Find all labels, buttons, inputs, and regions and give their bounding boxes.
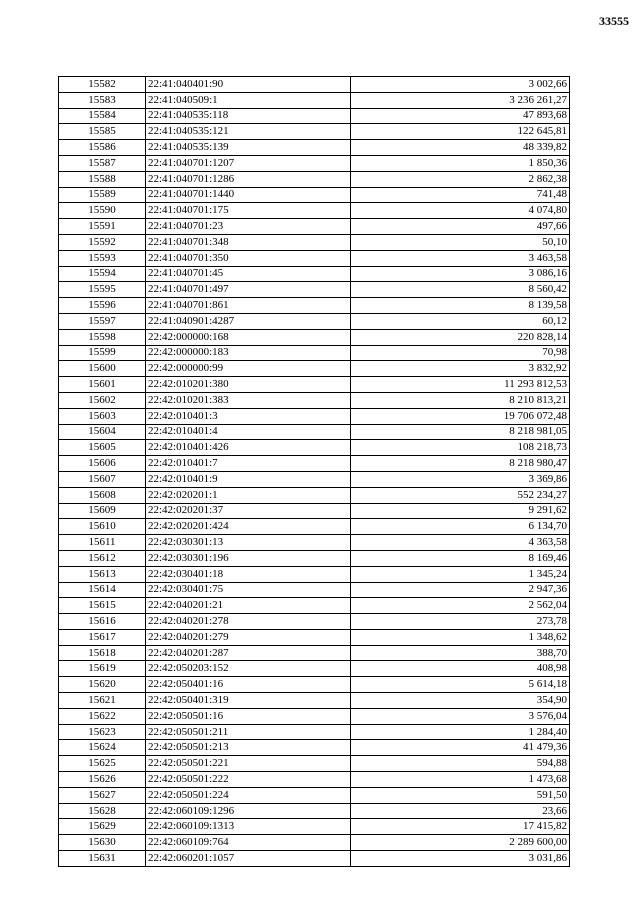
cadastral-number-cell: 22:42:060201:1057: [146, 851, 351, 867]
table-row: [59, 203, 570, 219]
row-number-cell: 15623: [59, 724, 146, 740]
value-cell: 2 289 600,00: [351, 835, 570, 851]
cadastral-number-cell: 22:41:040701:1286: [146, 171, 351, 187]
value-cell: 4 074,80: [351, 203, 570, 219]
cadastral-number-cell: 22:41:040701:1440: [146, 187, 351, 203]
table-row: [59, 77, 570, 93]
cadastral-number-cell: 22:41:040701:350: [146, 250, 351, 266]
value-cell: 2 862,38: [351, 171, 570, 187]
cadastral-number-cell: 22:42:020201:424: [146, 519, 351, 535]
value-cell: 108 218,73: [351, 440, 570, 456]
cadastral-number-cell: 22:42:030301:13: [146, 535, 351, 551]
value-cell: 3 832,92: [351, 361, 570, 377]
row-number-cell: 15629: [59, 819, 146, 835]
table-row: [59, 377, 570, 393]
table-row: [59, 535, 570, 551]
table-row: [59, 329, 570, 345]
table-row: [59, 851, 570, 867]
cadastral-number-cell: 22:42:050501:16: [146, 708, 351, 724]
row-number-cell: 15612: [59, 550, 146, 566]
value-cell: 1 284,40: [351, 724, 570, 740]
row-number-cell: 15622: [59, 708, 146, 724]
table-row: [59, 187, 570, 203]
cadastral-number-cell: 22:42:000000:168: [146, 329, 351, 345]
value-cell: 1 850,36: [351, 155, 570, 171]
value-cell: 50,10: [351, 234, 570, 250]
cadastral-number-cell: 22:42:000000:183: [146, 345, 351, 361]
value-cell: 3 463,58: [351, 250, 570, 266]
registry-table-body: [59, 77, 570, 867]
row-number-cell: 15603: [59, 408, 146, 424]
table-row: [59, 819, 570, 835]
row-number-cell: 15597: [59, 313, 146, 329]
row-number-cell: 15627: [59, 787, 146, 803]
cadastral-number-cell: 22:42:040201:279: [146, 629, 351, 645]
row-number-cell: 15618: [59, 645, 146, 661]
row-number-cell: 15601: [59, 377, 146, 393]
table-row: [59, 471, 570, 487]
table-row: [59, 787, 570, 803]
table-row: [59, 756, 570, 772]
cadastral-number-cell: 22:42:030401:75: [146, 582, 351, 598]
table-row: [59, 487, 570, 503]
table-row: [59, 440, 570, 456]
cadastral-number-cell: 22:42:050401:319: [146, 693, 351, 709]
cadastral-number-cell: 22:42:030401:18: [146, 566, 351, 582]
row-number-cell: 15620: [59, 677, 146, 693]
cadastral-number-cell: 22:42:050401:16: [146, 677, 351, 693]
row-number-cell: 15600: [59, 361, 146, 377]
table-row: [59, 677, 570, 693]
row-number-cell: 15609: [59, 503, 146, 519]
cadastral-number-cell: 22:42:010401:3: [146, 408, 351, 424]
page-number: 33555: [599, 14, 629, 28]
table-row: [59, 629, 570, 645]
table-row: [59, 298, 570, 314]
table-row: [59, 313, 570, 329]
value-cell: 11 293 812,53: [351, 377, 570, 393]
row-number-cell: 15596: [59, 298, 146, 314]
value-cell: 3 236 261,27: [351, 92, 570, 108]
table-row: [59, 566, 570, 582]
table-row: [59, 282, 570, 298]
row-number-cell: 15599: [59, 345, 146, 361]
cadastral-number-cell: 22:41:040401:90: [146, 77, 351, 93]
value-cell: 8 218 981,05: [351, 424, 570, 440]
row-number-cell: 15593: [59, 250, 146, 266]
value-cell: 741,48: [351, 187, 570, 203]
row-number-cell: 15589: [59, 187, 146, 203]
row-number-cell: 15594: [59, 266, 146, 282]
row-number-cell: 15598: [59, 329, 146, 345]
row-number-cell: 15592: [59, 234, 146, 250]
table-row: [59, 456, 570, 472]
value-cell: 17 415,82: [351, 819, 570, 835]
value-cell: 8 218 980,47: [351, 456, 570, 472]
table-row: [59, 108, 570, 124]
value-cell: 2 947,36: [351, 582, 570, 598]
cadastral-number-cell: 22:42:050501:221: [146, 756, 351, 772]
row-number-cell: 15630: [59, 835, 146, 851]
cadastral-number-cell: 22:42:060109:1313: [146, 819, 351, 835]
table-row: [59, 724, 570, 740]
cadastral-number-cell: 22:42:020201:1: [146, 487, 351, 503]
value-cell: 48 339,82: [351, 140, 570, 156]
cadastral-number-cell: 22:42:040201:278: [146, 614, 351, 630]
value-cell: 552 234,27: [351, 487, 570, 503]
cadastral-number-cell: 22:42:050501:213: [146, 740, 351, 756]
cadastral-number-cell: 22:41:040701:45: [146, 266, 351, 282]
value-cell: 2 562,04: [351, 598, 570, 614]
cadastral-number-cell: 22:41:040701:175: [146, 203, 351, 219]
value-cell: 47 893,68: [351, 108, 570, 124]
cadastral-number-cell: 22:42:060109:764: [146, 835, 351, 851]
cadastral-number-cell: 22:41:040509:1: [146, 92, 351, 108]
value-cell: 5 614,18: [351, 677, 570, 693]
table-row: [59, 803, 570, 819]
row-number-cell: 15608: [59, 487, 146, 503]
value-cell: 3 002,66: [351, 77, 570, 93]
row-number-cell: 15610: [59, 519, 146, 535]
value-cell: 23,66: [351, 803, 570, 819]
value-cell: 8 169,46: [351, 550, 570, 566]
value-cell: 3 369,86: [351, 471, 570, 487]
row-number-cell: 15587: [59, 155, 146, 171]
row-number-cell: 15615: [59, 598, 146, 614]
row-number-cell: 15631: [59, 851, 146, 867]
value-cell: 60,12: [351, 313, 570, 329]
value-cell: 1 473,68: [351, 772, 570, 788]
table-row: [59, 835, 570, 851]
table-row: [59, 582, 570, 598]
cadastral-number-cell: 22:41:040701:497: [146, 282, 351, 298]
cadastral-number-cell: 22:41:040535:139: [146, 140, 351, 156]
table-row: [59, 503, 570, 519]
value-cell: 8 210 813,21: [351, 392, 570, 408]
row-number-cell: 15607: [59, 471, 146, 487]
value-cell: 1 345,24: [351, 566, 570, 582]
table-row: [59, 171, 570, 187]
row-number-cell: 15614: [59, 582, 146, 598]
row-number-cell: 15588: [59, 171, 146, 187]
value-cell: 6 134,70: [351, 519, 570, 535]
row-number-cell: 15626: [59, 772, 146, 788]
cadastral-number-cell: 22:41:040901:4287: [146, 313, 351, 329]
cadastral-number-cell: 22:42:050501:224: [146, 787, 351, 803]
row-number-cell: 15582: [59, 77, 146, 93]
table-row: [59, 155, 570, 171]
row-number-cell: 15586: [59, 140, 146, 156]
value-cell: 497,66: [351, 219, 570, 235]
row-number-cell: 15605: [59, 440, 146, 456]
cadastral-number-cell: 22:42:010201:380: [146, 377, 351, 393]
cadastral-number-cell: 22:42:000000:99: [146, 361, 351, 377]
value-cell: 41 479,36: [351, 740, 570, 756]
value-cell: 3 576,04: [351, 708, 570, 724]
value-cell: 70,98: [351, 345, 570, 361]
cadastral-number-cell: 22:42:040201:21: [146, 598, 351, 614]
cadastral-number-cell: 22:42:010401:9: [146, 471, 351, 487]
table-row: [59, 614, 570, 630]
value-cell: 9 291,62: [351, 503, 570, 519]
row-number-cell: 15604: [59, 424, 146, 440]
value-cell: 3 086,16: [351, 266, 570, 282]
row-number-cell: 15595: [59, 282, 146, 298]
row-number-cell: 15591: [59, 219, 146, 235]
row-number-cell: 15617: [59, 629, 146, 645]
value-cell: 19 706 072,48: [351, 408, 570, 424]
row-number-cell: 15590: [59, 203, 146, 219]
row-number-cell: 15583: [59, 92, 146, 108]
registry-table: [58, 76, 570, 867]
value-cell: 220 828,14: [351, 329, 570, 345]
value-cell: 122 645,81: [351, 124, 570, 140]
table-row: [59, 92, 570, 108]
table-row: [59, 140, 570, 156]
row-number-cell: 15619: [59, 661, 146, 677]
value-cell: 408,98: [351, 661, 570, 677]
value-cell: 388,70: [351, 645, 570, 661]
table-row: [59, 645, 570, 661]
row-number-cell: 15606: [59, 456, 146, 472]
value-cell: 8 560,42: [351, 282, 570, 298]
cadastral-number-cell: 22:42:010401:4: [146, 424, 351, 440]
table-row: [59, 361, 570, 377]
cadastral-number-cell: 22:42:010401:426: [146, 440, 351, 456]
value-cell: 1 348,62: [351, 629, 570, 645]
row-number-cell: 15616: [59, 614, 146, 630]
cadastral-number-cell: 22:42:030301:196: [146, 550, 351, 566]
table-row: [59, 772, 570, 788]
row-number-cell: 15613: [59, 566, 146, 582]
table-row: [59, 424, 570, 440]
table-row: [59, 250, 570, 266]
value-cell: 273,78: [351, 614, 570, 630]
table-row: [59, 392, 570, 408]
value-cell: 4 363,58: [351, 535, 570, 551]
value-cell: 594,88: [351, 756, 570, 772]
cadastral-number-cell: 22:42:050203:152: [146, 661, 351, 677]
cadastral-number-cell: 22:42:040201:287: [146, 645, 351, 661]
cadastral-number-cell: 22:42:050501:222: [146, 772, 351, 788]
table-row: [59, 708, 570, 724]
cadastral-number-cell: 22:41:040701:348: [146, 234, 351, 250]
value-cell: 3 031,86: [351, 851, 570, 867]
row-number-cell: 15611: [59, 535, 146, 551]
cadastral-number-cell: 22:42:060109:1296: [146, 803, 351, 819]
cadastral-number-cell: 22:42:020201:37: [146, 503, 351, 519]
value-cell: 8 139,58: [351, 298, 570, 314]
table-row: [59, 234, 570, 250]
table-row: [59, 219, 570, 235]
table-row: [59, 266, 570, 282]
row-number-cell: 15625: [59, 756, 146, 772]
table-row: [59, 124, 570, 140]
table-row: [59, 598, 570, 614]
table-row: [59, 661, 570, 677]
value-cell: 354,90: [351, 693, 570, 709]
cadastral-number-cell: 22:41:040535:121: [146, 124, 351, 140]
cadastral-number-cell: 22:41:040701:1207: [146, 155, 351, 171]
cadastral-number-cell: 22:41:040701:861: [146, 298, 351, 314]
cadastral-number-cell: 22:42:050501:211: [146, 724, 351, 740]
table-row: [59, 740, 570, 756]
row-number-cell: 15585: [59, 124, 146, 140]
row-number-cell: 15624: [59, 740, 146, 756]
table-row: [59, 408, 570, 424]
table-row: [59, 345, 570, 361]
row-number-cell: 15584: [59, 108, 146, 124]
cadastral-number-cell: 22:42:010401:7: [146, 456, 351, 472]
row-number-cell: 15628: [59, 803, 146, 819]
cadastral-number-cell: 22:41:040701:23: [146, 219, 351, 235]
table-row: [59, 693, 570, 709]
row-number-cell: 15602: [59, 392, 146, 408]
table-row: [59, 519, 570, 535]
cadastral-number-cell: 22:41:040535:118: [146, 108, 351, 124]
table-row: [59, 550, 570, 566]
row-number-cell: 15621: [59, 693, 146, 709]
cadastral-number-cell: 22:42:010201:383: [146, 392, 351, 408]
value-cell: 591,50: [351, 787, 570, 803]
